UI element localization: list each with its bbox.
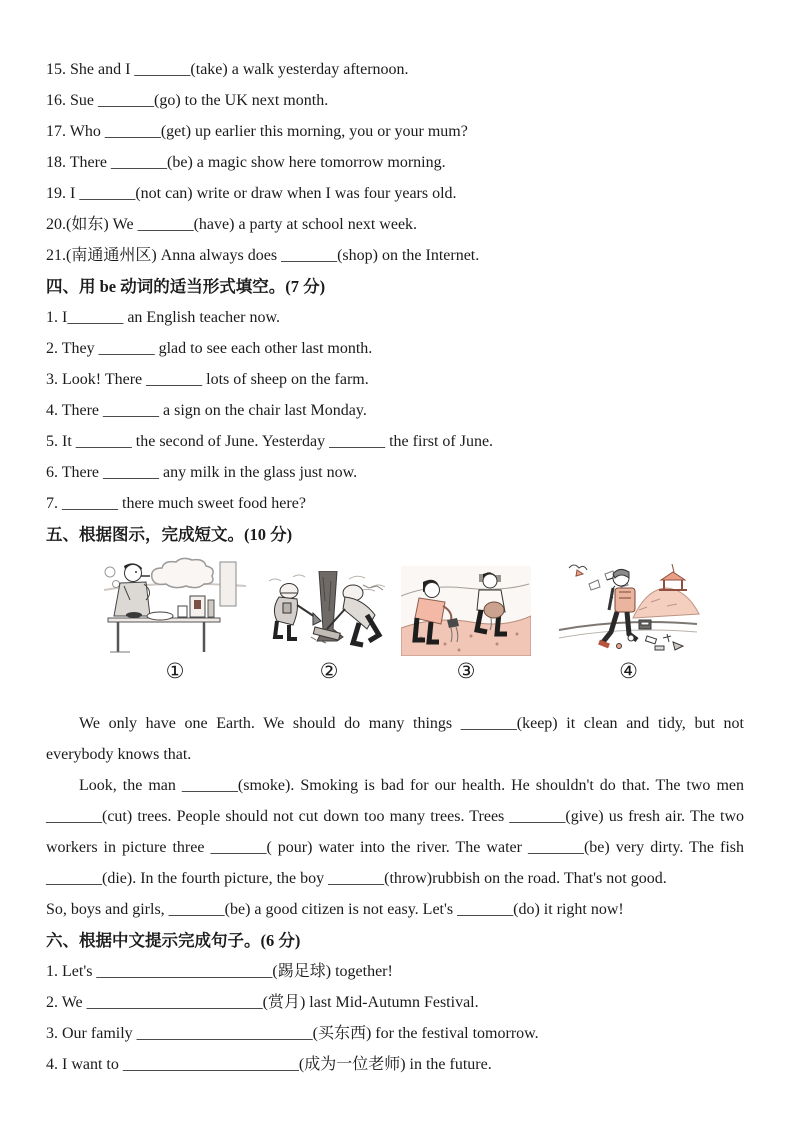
picture-label-1: ① — [165, 659, 185, 683]
smoking-man-illustration — [100, 556, 250, 656]
question-19: 19. I _______(not can) write or draw when I was four years old. — [46, 185, 457, 202]
passage-line-5: workers in picture three _______( pour) water into the river. The water _______(be) very dirty. The fish — [46, 839, 744, 856]
cloze-passage — [46, 708, 744, 925]
section6-item-4: 4. I want to ______________________(成为一位老师) in the future. — [46, 1056, 492, 1073]
passage-line-1: We only have one Earth. We should do many things _______(keep) it clean and tidy, but not — [79, 715, 744, 732]
section4-item-6: 6. There _______ any milk in the glass just now. — [46, 464, 358, 481]
section6-title: 六、根据中文提示完成句子。(6 分) — [46, 931, 301, 950]
question-20: 20.(如东) We _______(have) a party at school next week. — [46, 216, 418, 233]
section4-item-7: 7. _______ there much sweet food here? — [46, 495, 306, 512]
section4-item-1: 1. I_______ an English teacher now. — [46, 309, 281, 326]
section6-item-3: 3. Our family ______________________(买东西) for the festival tomorrow. — [46, 1025, 539, 1042]
passage-line-2: everybody knows that. — [46, 746, 192, 763]
section5-title: 五、根据图示，完成短文。(10 分) — [46, 525, 293, 544]
picture-label-4: ④ — [619, 659, 638, 683]
picture-4-throwing-rubbish — [555, 558, 702, 686]
question-18: 18. There _______(be) a magic show here tomorrow morning. — [46, 154, 446, 171]
question-15: 15. She and I _______(take) a walk yesterday afternoon. — [46, 61, 409, 78]
section6-item-2: 2. We ______________________(赏月) last Mid-Autumn Festival. — [46, 994, 479, 1011]
section6-item-1: 1. Let's ______________________(踢足球) together! — [46, 963, 393, 980]
question-21: 21.(南通通州区) Anna always does _______(shop) on the Internet. — [46, 247, 480, 264]
picture-3-pouring-water — [401, 566, 531, 686]
picture-label-2: ② — [319, 659, 339, 683]
picture-label-3: ③ — [456, 659, 476, 683]
section4-item-3: 3. Look! There _______ lots of sheep on the farm. — [46, 371, 369, 388]
cutting-trees-illustration — [263, 571, 395, 656]
passage-line-3: Look, the man _______(smoke). Smoking is bad for our health. He shouldn't do that. The two men — [79, 777, 744, 794]
throwing-rubbish-illustration — [555, 558, 702, 656]
picture-1-smoking-man — [100, 556, 250, 686]
section4-item-4: 4. There _______ a sign on the chair last Monday. — [46, 402, 367, 419]
pouring-water-illustration — [401, 566, 531, 656]
passage-line-6: _______(die). In the fourth picture, the boy _______(throw)rubbish on the road. That's not good. — [46, 870, 667, 887]
picture-2-cutting-trees — [263, 571, 395, 686]
passage-line-4: _______(cut) trees. People should not cut down too many trees. Trees _______(give) us fresh air. The two — [46, 808, 744, 825]
section4-item-5: 5. It _______ the second of June. Yesterday _______ the first of June. — [46, 433, 494, 450]
question-16: 16. Sue _______(go) to the UK next month. — [46, 92, 329, 109]
section4-title: 四、用 be 动词的适当形式填空。(7 分) — [46, 277, 326, 296]
question-17: 17. Who _______(get) up earlier this morning, you or your mum? — [46, 123, 468, 140]
section4-item-2: 2. They _______ glad to see each other last month. — [46, 340, 373, 357]
pictures-row — [46, 556, 744, 686]
passage-line-7: So, boys and girls, _______(be) a good citizen is not easy. Let's _______(do) it right now! — [46, 901, 624, 918]
